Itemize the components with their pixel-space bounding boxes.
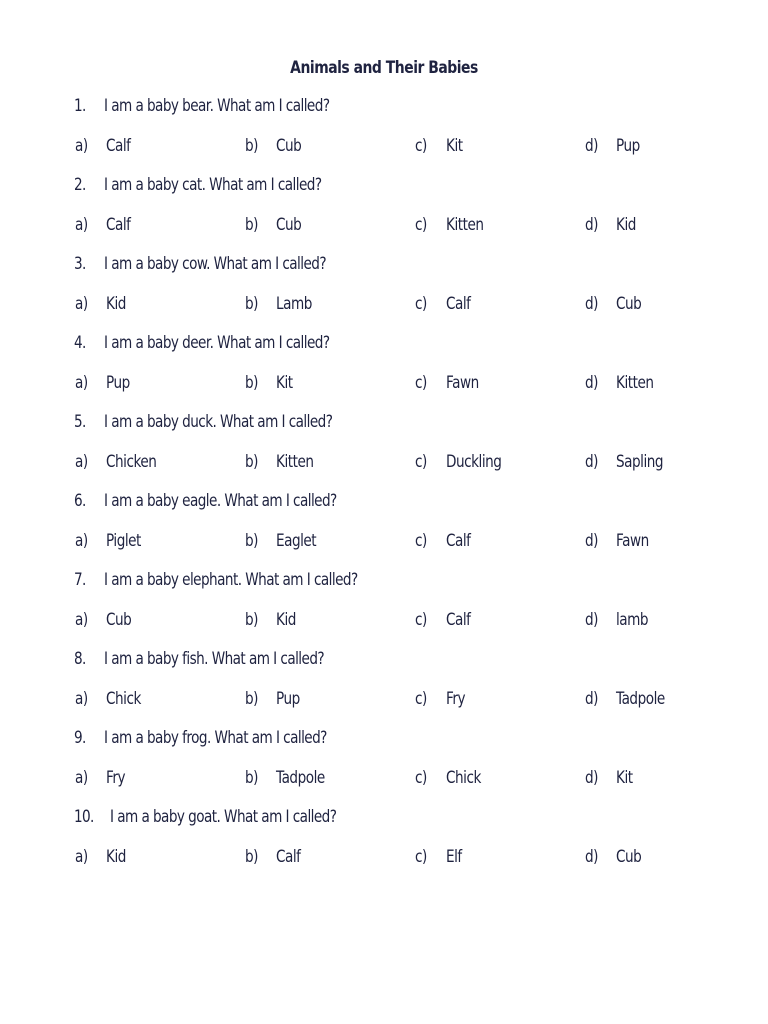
option-letter: b)	[245, 215, 258, 235]
answer-options-row	[0, 371, 768, 410]
option-letter: a)	[75, 294, 88, 314]
option-text: Chicken	[106, 452, 157, 472]
page-title: Animals and Their Babies	[290, 58, 478, 78]
option-letter: c)	[415, 768, 427, 788]
option-letter: b)	[245, 373, 258, 393]
option-text: Kid	[106, 847, 126, 867]
option-letter: c)	[415, 847, 427, 867]
question-row	[0, 647, 768, 687]
option-text: Kitten	[616, 373, 654, 393]
question-number: 10.	[74, 807, 94, 827]
question-number: 6.	[74, 491, 86, 511]
option-text: Calf	[106, 136, 131, 156]
answer-options-row	[0, 687, 768, 726]
option-letter: c)	[415, 452, 427, 472]
answer-options-row	[0, 845, 768, 884]
question-text: I am a baby fish. What am I called?	[104, 649, 325, 669]
option-letter: d)	[585, 136, 598, 156]
question-text: I am a baby goat. What am I called?	[110, 807, 337, 827]
option-letter: b)	[245, 689, 258, 709]
answer-options-row	[0, 213, 768, 252]
option-text: Fawn	[446, 373, 479, 393]
answer-options-row	[0, 134, 768, 173]
option-letter: d)	[585, 689, 598, 709]
question-text: I am a baby eagle. What am I called?	[104, 491, 337, 511]
option-letter: b)	[245, 768, 258, 788]
option-text: Fry	[106, 768, 126, 788]
option-letter: d)	[585, 610, 598, 630]
option-letter: c)	[415, 215, 427, 235]
option-text: Kit	[446, 136, 463, 156]
option-text: Calf	[446, 531, 471, 551]
question-list	[0, 94, 768, 884]
question-number: 5.	[74, 412, 86, 432]
option-text: Tadpole	[616, 689, 665, 709]
option-text: Cub	[616, 847, 642, 867]
option-letter: a)	[75, 610, 88, 630]
option-letter: b)	[245, 847, 258, 867]
option-letter: c)	[415, 294, 427, 314]
option-letter: a)	[75, 136, 88, 156]
question-number: 3.	[74, 254, 86, 274]
question-row	[0, 489, 768, 529]
option-letter: c)	[415, 373, 427, 393]
question-text: I am a baby bear. What am I called?	[104, 96, 330, 116]
option-text: Pup	[616, 136, 640, 156]
option-letter: c)	[415, 531, 427, 551]
answer-options-row	[0, 529, 768, 568]
option-text: Elf	[446, 847, 462, 867]
option-text: Chick	[446, 768, 481, 788]
option-letter: d)	[585, 294, 598, 314]
option-text: Sapling	[616, 452, 664, 472]
option-text: Cub	[276, 136, 302, 156]
option-text: Kid	[276, 610, 296, 630]
question-number: 1.	[74, 96, 86, 116]
question-text: I am a baby cat. What am I called?	[104, 175, 322, 195]
option-letter: b)	[245, 294, 258, 314]
option-letter: b)	[245, 136, 258, 156]
question-text: I am a baby deer. What am I called?	[104, 333, 330, 353]
option-text: Fawn	[616, 531, 649, 551]
question-text: I am a baby duck. What am I called?	[104, 412, 333, 432]
option-letter: a)	[75, 768, 88, 788]
option-letter: a)	[75, 689, 88, 709]
option-text: Lamb	[276, 294, 312, 314]
option-text: Duckling	[446, 452, 502, 472]
question-number: 4.	[74, 333, 86, 353]
question-row	[0, 252, 768, 292]
option-text: Cub	[276, 215, 302, 235]
question-row	[0, 94, 768, 134]
option-text: Kid	[616, 215, 636, 235]
option-text: Calf	[106, 215, 131, 235]
option-text: Eaglet	[276, 531, 317, 551]
option-letter: a)	[75, 373, 88, 393]
option-letter: b)	[245, 452, 258, 472]
option-letter: d)	[585, 452, 598, 472]
option-letter: c)	[415, 610, 427, 630]
question-number: 9.	[74, 728, 86, 748]
option-text: Kit	[616, 768, 633, 788]
option-letter: a)	[75, 215, 88, 235]
option-letter: c)	[415, 136, 427, 156]
option-text: Cub	[106, 610, 132, 630]
option-text: Pup	[106, 373, 130, 393]
question-number: 8.	[74, 649, 86, 669]
option-text: Kitten	[276, 452, 314, 472]
option-text: Kid	[106, 294, 126, 314]
question-row	[0, 410, 768, 450]
option-text: Piglet	[106, 531, 141, 551]
answer-options-row	[0, 608, 768, 647]
question-number: 2.	[74, 175, 86, 195]
question-row	[0, 331, 768, 371]
question-row	[0, 173, 768, 213]
question-text: I am a baby frog. What am I called?	[104, 728, 327, 748]
answer-options-row	[0, 766, 768, 805]
question-number: 7.	[74, 570, 86, 590]
option-letter: b)	[245, 610, 258, 630]
option-letter: d)	[585, 768, 598, 788]
question-text: I am a baby cow. What am I called?	[104, 254, 327, 274]
option-text: Fry	[446, 689, 466, 709]
option-letter: d)	[585, 531, 598, 551]
option-text: Calf	[446, 294, 471, 314]
option-text: Tadpole	[276, 768, 325, 788]
option-letter: b)	[245, 531, 258, 551]
option-text: lamb	[616, 610, 649, 630]
answer-options-row	[0, 450, 768, 489]
option-letter: d)	[585, 847, 598, 867]
option-text: Pup	[276, 689, 300, 709]
option-letter: d)	[585, 215, 598, 235]
question-row	[0, 726, 768, 766]
option-text: Chick	[106, 689, 141, 709]
question-row	[0, 568, 768, 608]
option-letter: d)	[585, 373, 598, 393]
answer-options-row	[0, 292, 768, 331]
option-text: Calf	[276, 847, 301, 867]
option-text: Kit	[276, 373, 293, 393]
option-letter: a)	[75, 847, 88, 867]
option-letter: a)	[75, 531, 88, 551]
option-text: Cub	[616, 294, 642, 314]
option-text: Kitten	[446, 215, 484, 235]
question-text: I am a baby elephant. What am I called?	[104, 570, 358, 590]
option-letter: c)	[415, 689, 427, 709]
option-text: Calf	[446, 610, 471, 630]
option-letter: a)	[75, 452, 88, 472]
question-row	[0, 805, 768, 845]
